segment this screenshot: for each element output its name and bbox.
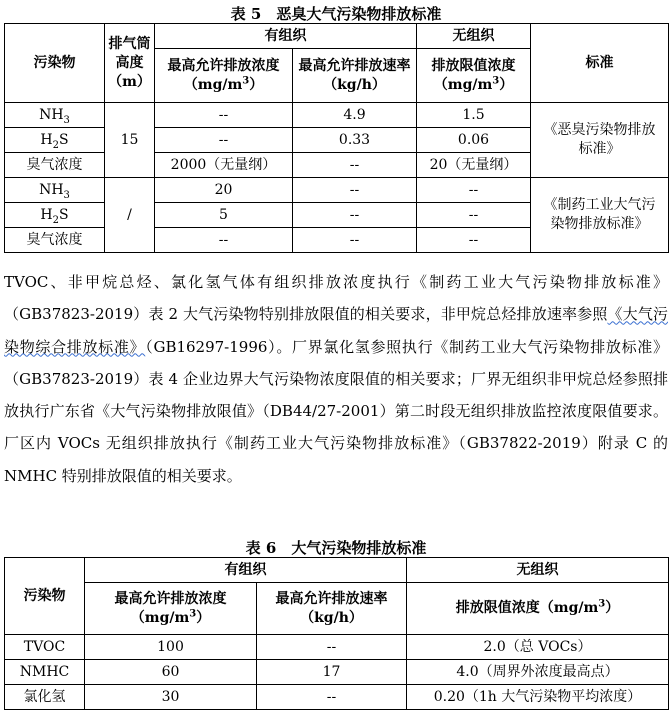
table6-caption: 表 6 大气污染物排放标准 <box>245 539 427 557</box>
t5-limit-cell: 1.5 <box>417 103 531 128</box>
t6-pollutant-cell: TVOC <box>5 635 85 660</box>
t5-header-limit-conc: 排放限值浓度$(mg/m^3)$ <box>417 49 531 103</box>
t5-stack-height-cell: 15 <box>105 103 155 178</box>
t6-rate-cell: -- <box>257 635 407 660</box>
t5-conc-cell: 5 <box>155 203 293 228</box>
t5-pollutant-cell: $NH_3$ <box>5 178 105 203</box>
t6-rate-cell: 17 <box>257 660 407 685</box>
t6-conc-cell: 30 <box>85 685 257 710</box>
t5-header-stack-height: 排气筒高度（m） <box>105 24 155 103</box>
t6-header-limit-conc: 排放限值浓度$(mg/m^3)$ <box>407 583 669 635</box>
t5-limit-cell: -- <box>417 203 531 228</box>
t5-conc-cell: -- <box>155 228 293 253</box>
table-row <box>5 178 669 203</box>
t5-standard-cell: 《恶臭污染物排放标准》 <box>531 103 669 178</box>
t6-header-max-rate: 最高允许排放速率 （kg/h） <box>257 583 407 635</box>
t5-header-standard: 标准 <box>531 24 669 103</box>
t5-rate-cell: -- <box>293 228 417 253</box>
t5-rate-cell: -- <box>293 203 417 228</box>
t6-header-pollutant: 污染物 <box>5 558 85 635</box>
t5-rate-cell: -- <box>293 153 417 178</box>
t6-pollutant-cell: NMHC <box>5 660 85 685</box>
t6-conc-cell: 100 <box>85 635 257 660</box>
t5-header-max-conc: 最高允许排放浓度$(mg/m^3)$ <box>155 49 293 103</box>
table5 <box>4 23 669 253</box>
t5-conc-cell: 20 <box>155 178 293 203</box>
t6-header-max-conc: 最高允许排放浓度 $(mg/m^3)$ <box>85 583 257 635</box>
t5-pollutant-cell: 臭气浓度 <box>5 153 105 178</box>
t5-conc-cell: -- <box>155 103 293 128</box>
t6-conc-cell: 60 <box>85 660 257 685</box>
t5-standard-cell: 《制药工业大气污染物排放标准》 <box>531 178 669 253</box>
t5-pollutant-cell: $H_2S$ <box>5 128 105 153</box>
t5-pollutant-cell: 臭气浓度 <box>5 228 105 253</box>
t5-header-max-rate: 最高允许排放速率（kg/h） <box>293 49 417 103</box>
t6-header-organized: 有组织 <box>85 558 407 583</box>
t5-limit-cell: -- <box>417 178 531 203</box>
t5-limit-cell: 20（无量纲） <box>417 153 531 178</box>
t5-limit-cell: -- <box>417 228 531 253</box>
t5-header-pollutant: 污染物 <box>5 24 105 103</box>
t5-pollutant-cell: $H_2S$ <box>5 203 105 228</box>
marked-standard-name: 《大气污染物综合排放标准》 <box>4 305 668 356</box>
table-row <box>5 685 669 710</box>
t5-rate-cell: -- <box>293 178 417 203</box>
t6-limit-cell: 2.0（总 VOCs） <box>407 635 669 660</box>
table-row <box>5 660 669 685</box>
t5-header-unorganized: 无组织 <box>417 24 531 49</box>
t6-limit-cell: 4.0（周界外浓度最高点） <box>407 660 669 685</box>
t5-header-organized: 有组织 <box>155 24 417 49</box>
t5-pollutant-cell: $NH_3$ <box>5 103 105 128</box>
t6-pollutant-cell: 氯化氢 <box>5 685 85 710</box>
t5-conc-cell: 2000（无量纲） <box>155 153 293 178</box>
table-row <box>5 635 669 660</box>
t5-rate-cell: 4.9 <box>293 103 417 128</box>
t6-header-unorganized: 无组织 <box>407 558 669 583</box>
t5-limit-cell: 0.06 <box>417 128 531 153</box>
t5-rate-cell: 0.33 <box>293 128 417 153</box>
table5-caption: 表 5 恶臭大气污染物排放标准 <box>230 5 442 23</box>
body-paragraph: TVOC、非甲烷总烃、氯化氢气体有组织排放浓度执行《制药工业大气污染物排放标准》（GB37823-2019）表 2 大气污染物特别排放限值的相关要求，非甲烷总烃排放速率参照《大气污染物综合排放标准》（GB16297-1996）。厂界氯化氢参照执行《制药工业大气污染物排放标准》（GB37823-2019）表 4 企业边界大气污染物浓度限值的相关要求；厂界无组织非甲烷总烃参照排放执行广东省《大气污染物排放限值》（DB44/27-2001）第二时段无组织排放监控浓度限值要求。厂区内 VOCs 无组织排放执行《制药工业大气污染物排放标准》（GB37822-2019）附录 C 的 NMHC 特别排放限值的相关要求。 <box>4 273 668 485</box>
table-row <box>5 103 669 128</box>
t6-limit-cell: 0.20（1h 大气污染物平均浓度） <box>407 685 669 710</box>
t5-conc-cell: -- <box>155 128 293 153</box>
t6-rate-cell: -- <box>257 685 407 710</box>
table6 <box>4 557 669 710</box>
t5-stack-height-cell: / <box>105 178 155 253</box>
